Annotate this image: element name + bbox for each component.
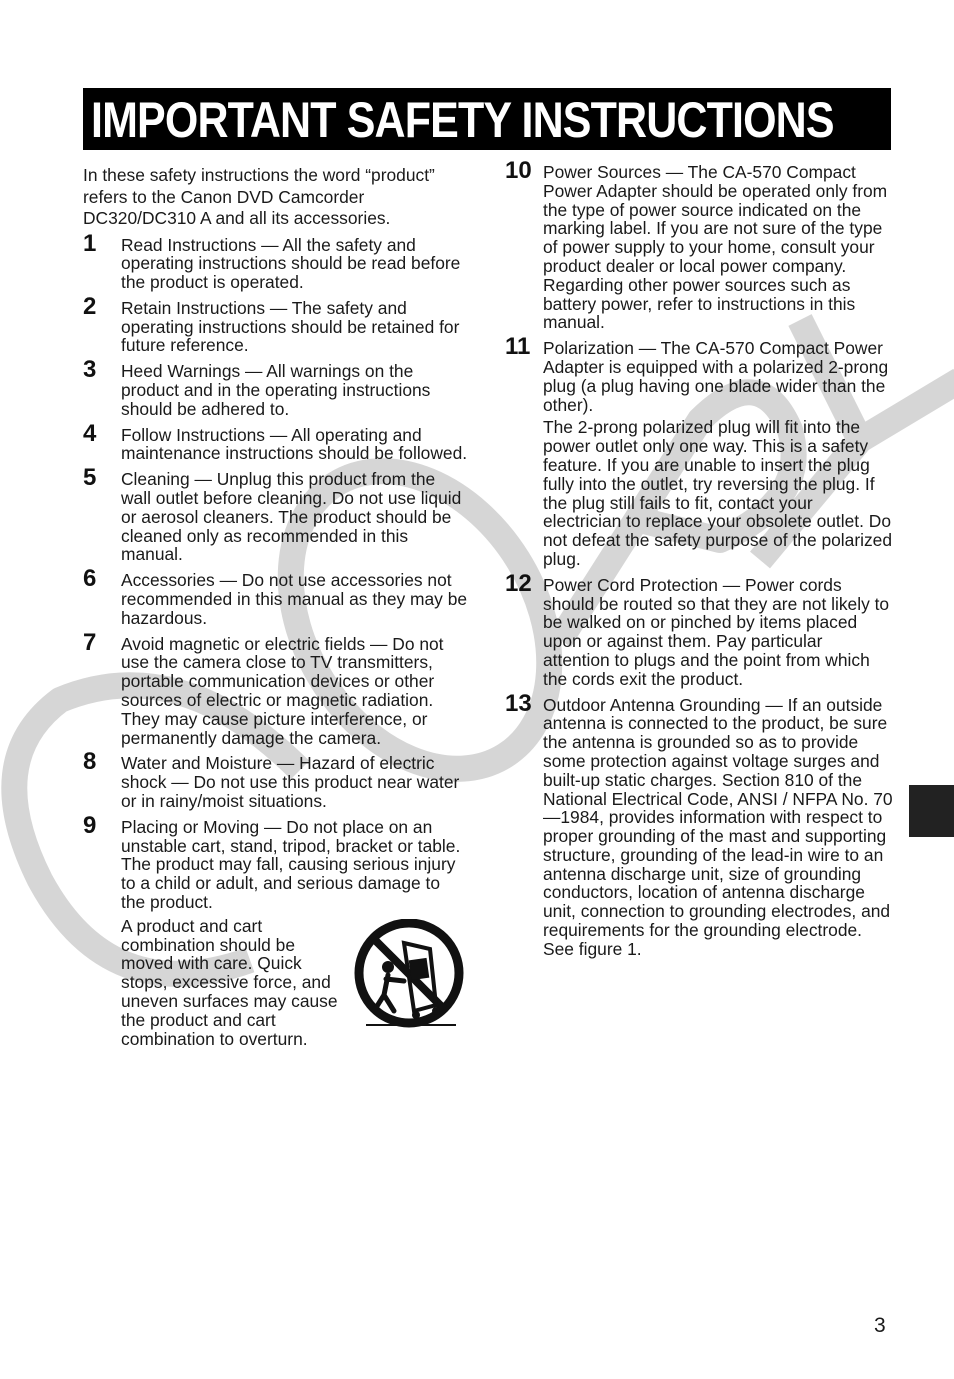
instruction-item-8 [83, 748, 468, 812]
right-column [505, 157, 893, 966]
intro-paragraph: In these safety instructions the word “product” refers to the Canon DVD Camcorder DC320/DC310 A and all its accessories. [83, 165, 435, 228]
instruction-item-4 [83, 419, 468, 464]
item-number: 7 [83, 628, 97, 656]
item-text: Follow Instructions — All operating and maintenance instructions should be followed. [121, 424, 468, 464]
item-number: 10 [505, 157, 532, 184]
item-text: Cleaning — Unplug this product from the wall outlet before cleaning. Do not use liquid or aerosol cleaners. The product should be cleaned only as recommended in this manual. [121, 469, 462, 565]
instruction-item-3 [83, 356, 468, 419]
instruction-item-7 [83, 628, 468, 748]
item-number: 13 [505, 689, 532, 717]
item-number: 9 [83, 811, 97, 839]
item-text: Placing or Moving — Do not place on an unstable cart, stand, tripod, bracket or table. The product may fall, causing serious injury to a child or adult, and serious damage to the product. [121, 816, 461, 912]
item-number: 12 [505, 569, 532, 597]
item-number: 11 [505, 333, 531, 361]
item-text: Outdoor Antenna Grounding — If an outside antenna is connected to the product, be sure the antenna is grounded so as to provide some protection against voltage surges and built-up static charges. Section 810 of the National Electrical Code, ANSI / NFPA No. 70—1984, provides information with respect to proper grounding of the mast and supporting structure, grounding of the lead-in wire to an antenna discharge unit, size of grounding conductors, location of antenna discharge unit, connection to grounding electrodes, and requirements for the grounding electrode. See figure 1. [543, 694, 893, 959]
instruction-item-9 [83, 811, 468, 1049]
item-number: 8 [83, 748, 97, 776]
item-number: 3 [83, 356, 97, 384]
item-text: Polarization — The CA-570 Compact Power Adapter is equipped with a polarized 2-prong plug (a plug having one blade wider than the other). [543, 338, 889, 415]
item-text: Power Sources — The CA-570 Compact Power Adapter should be operated only from the type of power source indicated on the marking label. If you are not sure of the type of power supply to your home, consult your product dealer or local power company. Regarding other power sources such as battery power, refer to instructions in this manual. [543, 162, 888, 333]
section-tab-marker [909, 785, 954, 837]
item-number: 2 [83, 292, 97, 320]
item-text: Power Cord Protection — Power cords should be routed so that they are not likely to be walked on or pinched by items placed upon or against them. Pay particular attention to plugs and the point from which the cords exit the product. [543, 574, 890, 689]
item-text: Read Instructions — All the safety and operating instructions should be read before the product is operated. [121, 234, 461, 293]
item-number: 5 [83, 464, 97, 492]
left-column [83, 165, 468, 1055]
instruction-item-5 [83, 464, 468, 565]
item-text: Avoid magnetic or electric fields — Do not use the camera close to TV transmitters, portable communication devices or other sources of electric or magnetic radiation. They may cause picture interference, or permanently damage the camera. [121, 633, 444, 748]
instruction-item-12 [505, 569, 893, 689]
cart-tip-over-warning-icon [352, 919, 468, 1031]
item-number: 1 [83, 229, 97, 257]
item-text: Water and Moisture — Hazard of electric shock — Do not use this product near water or in rainy/moist situations. [121, 753, 460, 812]
instruction-item-1 [83, 229, 468, 293]
item-text: Accessories — Do not use accessories not recommended in this manual as they may be hazardous. [121, 570, 468, 628]
instruction-item-13 [505, 689, 893, 959]
item-subtext: The 2-prong polarized plug will fit into the power outlet only one way. This is a safety feature. If you are unable to insert the plug fully into the outlet, try reversing the plug. If the plug still fails to fit, contact your electrician to replace your obsolete outlet. Do not defeat the safety purpose of the polarized plug. [543, 417, 893, 569]
page-title: IMPORTANT SAFETY INSTRUCTIONS [91, 92, 834, 148]
item-text: Heed Warnings — All warnings on the product and in the operating instructions should be adhered to. [121, 361, 431, 419]
instruction-item-11 [505, 333, 893, 569]
page-number: 3 [874, 1314, 886, 1337]
cart-warning [121, 917, 468, 1049]
item-number: 4 [83, 419, 97, 447]
item-text: Retain Instructions — The safety and operating instructions should be retained for future reference. [121, 297, 460, 356]
instruction-item-10 [505, 157, 893, 333]
item-number: 6 [83, 565, 97, 593]
instruction-item-6 [83, 565, 468, 628]
item-subtext: A product and cart combination should be moved with care. Quick stops, excessive force, and uneven surfaces may cause the product and cart combination to overturn. [121, 915, 338, 1049]
title-bar [83, 88, 891, 150]
instruction-item-2 [83, 292, 468, 356]
